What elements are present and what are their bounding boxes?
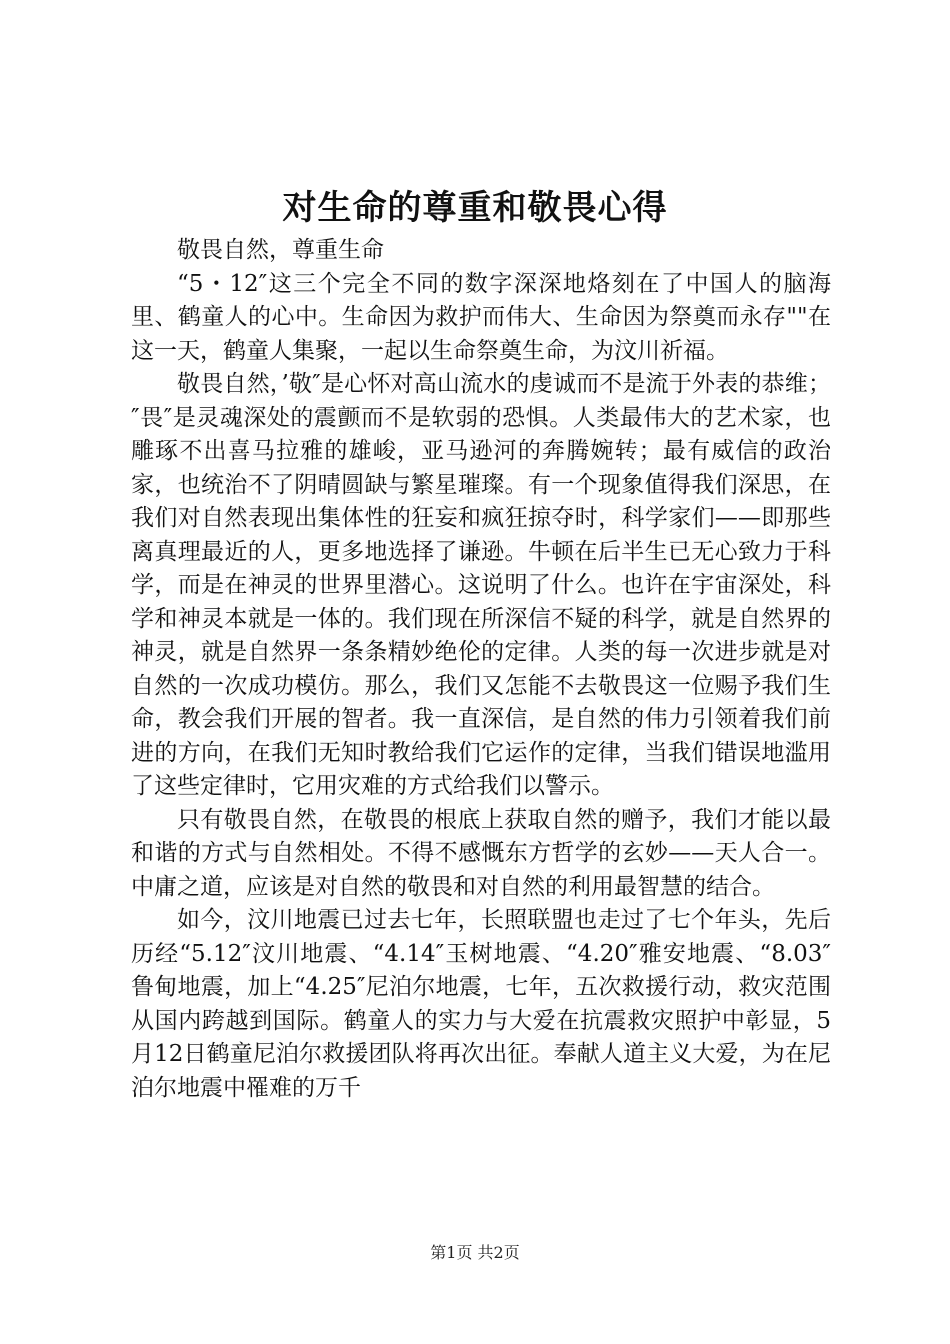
- paragraph-subtitle: 敬畏自然，尊重生命: [177, 237, 384, 263]
- paragraph-seven-years: 如今，汶川地震已过去七年，长照联盟也走过了七个年头，先后历经“5.12″汶川地震、“4.14″玉树地震、“4.20″雅安地震、“8.03″鲁甸地震，加上“4.25″尼泊尔地震，七年，五次救援行动，救灾范围从国内跨越到国际。鹤童人的实力与大爱在抗震救灾照护中彰显，5月12日鹤童尼泊尔救援团队将再次出征。奉献人道主义大爱，为在尼泊尔地震中罹难的万千: [131, 907, 831, 1101]
- paragraph-awe-nature: 敬畏自然，’敬″是心怀对高山流水的虔诚而不是流于外表的恭维；″畏″是灵魂深处的震颤而不是软弱的恐惧。人类最伟大的艺术家，也雕琢不出喜马拉雅的雄峻，亚马逊河的奔腾婉转；最有威信的政治家，也统治不了阴晴圆缺与繁星璀璨。有一个现象值得我们深思，在我们对自然表现出集体性的狂妄和疯狂掠夺时，科学家们——即那些离真理最近的人，更多地选择了谦逊。牛顿在后半生已无心致力于科学，而是在神灵的世界里潜心。这说明了什么。也许在宇宙深处，科学和神灵本就是一体的。我们现在所深信不疑的科学，就是自然界的神灵，就是自然界一条条精妙绝伦的定律。人类的每一次进步就是对自然的一次成功模仿。那么，我们又怎能不去敬畏这一位赐予我们生命，教会我们开展的智者。我一直深信，是自然的伟力引领着我们前进的方向，在我们无知时教给我们它运作的定律，当我们错误地滥用了这些定律时，它用灾难的方式给我们以警示。: [131, 371, 831, 799]
- paragraph-harmony: 只有敬畏自然，在敬畏的根底上获取自然的赠予，我们才能以最和谐的方式与自然相处。不得不感慨东方哲学的玄妙——天人合一。中庸之道，应该是对自然的敬畏和对自然的利用最智慧的结合。: [131, 806, 831, 900]
- page-number-footer: 第1页 共2页: [430, 1243, 520, 1262]
- document-body: [131, 234, 831, 1105]
- paragraph-512: “5・12″这三个完全不同的数字深深地烙刻在了中国人的脑海里、鹤童人的心中。生命因为救护而伟大、生命因为祭奠而永存""在这一天，鹤童人集聚，一起以生命祭奠生命，为汶川祈福。: [131, 270, 831, 364]
- document-title: 对生命的尊重和敬畏心得: [282, 188, 668, 228]
